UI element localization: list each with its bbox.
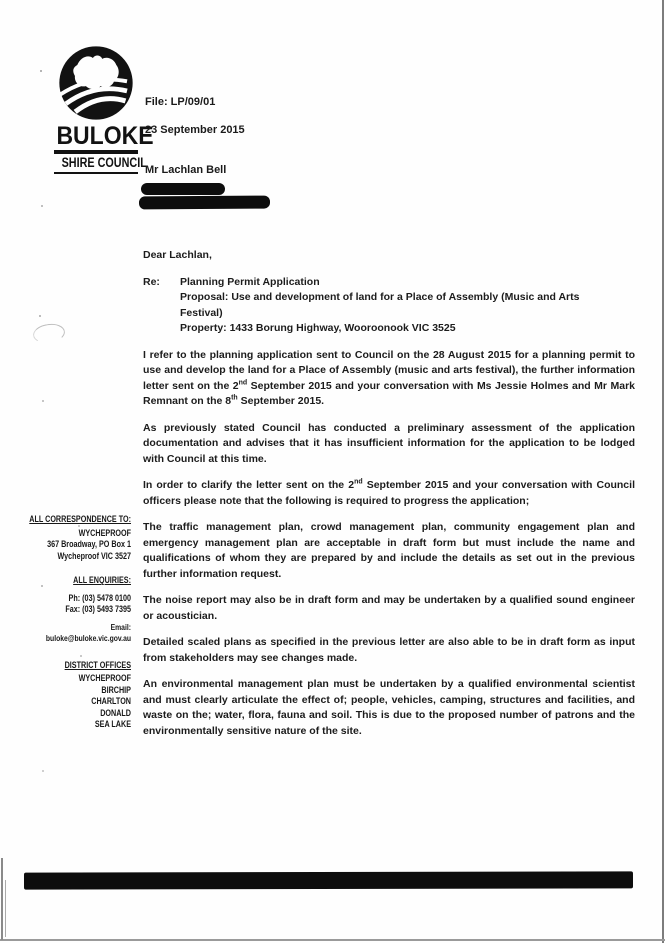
correspondence-heading: ALL CORRESPONDENCE TO: — [29, 514, 131, 524]
page-edge-line-bottom — [0, 939, 665, 941]
page-edge-line-left — [1, 858, 3, 940]
scan-noise-specks — [40, 70, 42, 72]
district-offices-list — [26, 673, 131, 731]
subject-line: Proposal: Use and development of land for a Place of Assembly (Music and Arts Festival) — [180, 291, 580, 319]
subject-lines — [180, 275, 595, 337]
logo-wordmark: BULOKE — [56, 122, 154, 150]
logo-divider-thin — [54, 172, 138, 174]
letter-paragraph: Detailed scaled plans as specified in the previous letter are also able to be in draft form as input from stakeholders may see changes made. — [143, 636, 635, 664]
page-edge-line-left-inner — [5, 880, 6, 937]
letter-paragraph: As previously stated Council has conducted a preliminary assessment of the application documentation and advises that it has insufficient information for the application to be lodged with Council at this time. — [143, 421, 635, 465]
correspondence-address — [26, 528, 131, 563]
letter-paragraph: I refer to the planning application sent to Council on the 28 August 2015 for a planning permit to use and develop the land for a Place of Assembly (music and arts festival), the further information letter sent on the 2nd September 2015 and your conversation with Ms Jessie Holmes and Mr Mark Remnant on the 8th September 2015. — [143, 348, 635, 407]
email-address: Email: buloke@buloke.vic.gov.au — [45, 621, 132, 643]
salutation: Dear Lachlan, — [143, 249, 212, 261]
recipient-name: Mr Lachlan Bell — [145, 164, 227, 176]
subject-block — [143, 275, 635, 337]
buloke-logo-icon — [53, 44, 139, 122]
correspondence-address-line: WYCHEPROOF — [78, 527, 131, 538]
subject-line: Property: 1433 Borung Highway, Wooroonook VIC 3525 — [180, 322, 456, 334]
district-office: SEA LAKE — [94, 719, 131, 729]
pencil-scribble-mark — [32, 322, 66, 345]
logo-subtitle: SHIRE COUNCIL — [61, 155, 147, 170]
district-office: DONALD — [100, 707, 131, 718]
letter-date: 23 September 2015 — [145, 124, 245, 136]
file-reference: File: LP/09/01 — [145, 96, 216, 108]
redaction-bar-address-line-1 — [141, 183, 225, 195]
letter-body — [143, 248, 635, 750]
buloke-shire-council-logo — [53, 44, 154, 174]
fax-number: Fax: (03) 5493 7395 — [65, 604, 131, 614]
subject-label: Re: — [143, 275, 160, 288]
letter-paragraph: The traffic management plan, crowd management plan, community engagement plan and emergency management plan are acceptable in draft form but must include the name and qualifications of whom they are prepared by and include the details as set out in the previous further information request. — [143, 521, 635, 580]
letter-paragraphs — [143, 348, 635, 740]
letter-paragraph: The noise report may also be in draft form and may be undertaken by a qualified sound engineer or acoustician. — [143, 594, 635, 622]
district-office: WYCHEPROOF — [78, 673, 131, 683]
correspondence-address-line: Wycheproof VIC 3527 — [57, 550, 131, 561]
redaction-bar-address-line-2 — [139, 196, 270, 210]
subject-line: Planning Permit Application — [180, 275, 320, 288]
phone-number: Ph: (03) 5478 0100 — [68, 592, 131, 603]
letter-paragraph: In order to clarify the letter sent on the 2nd September 2015 and your conversation with Council officers please note that the following is required to progress the application; — [143, 478, 635, 507]
letterhead-sidebar — [26, 514, 131, 731]
page-edge-line-right — [662, 0, 664, 943]
district-office: BIRCHIP — [101, 684, 131, 695]
correspondence-address-line: 367 Broadway, PO Box 1 — [47, 539, 132, 549]
letter-paragraph: An environmental management plan must be undertaken by a qualified environmental scientist and must clearly articulate the effect of; people, vehicles, camping, structures and facilities, and waste on the; water, flora, fauna and soil. This is due to the proposed number of patrons and the environmentally sensitive nature of the site. — [143, 678, 635, 737]
district-offices-heading: DISTRICT OFFICES — [64, 659, 131, 670]
logo-divider-thick — [54, 150, 138, 154]
enquiries-heading: ALL ENQUIRIES: — [73, 575, 131, 585]
district-office: CHARLTON — [91, 696, 131, 706]
redaction-bar-bottom — [24, 871, 633, 889]
